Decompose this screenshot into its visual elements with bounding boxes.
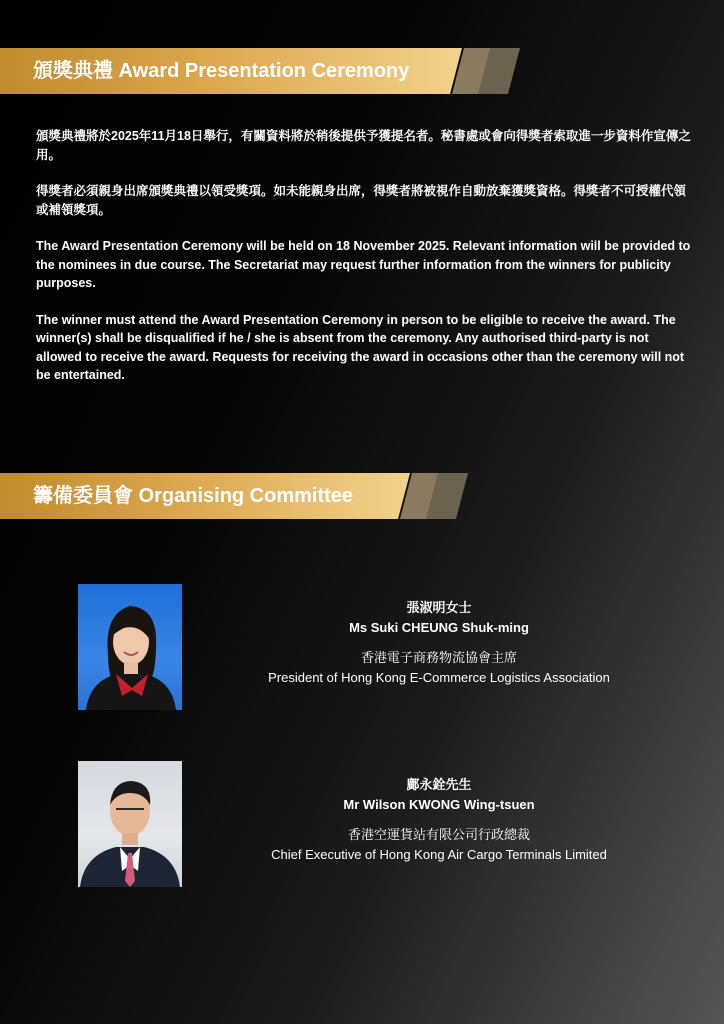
member-name-en: Ms Suki CHEUNG Shuk-ming xyxy=(349,620,529,635)
paragraph-en-2: The winner must attend the Award Presentation Ceremony in person to be eligible to receive the award. The winner(s) shall be disqualified if he / she is absent from the ceremony. Any authorised third-party is not allowed to receive the award. Requests for receiving the award in occasions other than the ceremony will not be entertained. xyxy=(36,312,685,382)
member-portrait-photo xyxy=(78,584,182,710)
paragraph-zh-2: 得獎者必須親身出席頒獎典禮以領受獎項。如未能親身出席，得獎者將被視作自動放棄獲獎資格。得獎者不可授權代領或補領獎項。 xyxy=(36,184,687,217)
award-ceremony-text xyxy=(36,127,692,403)
member-title-en: Chief Executive of Hong Kong Air Cargo Terminals Limited xyxy=(271,847,607,862)
paragraph-en-1: The Award Presentation Ceremony will be held on 18 November 2025. Relevant information will be provided to the nominees in due course. The Secretariat may request further information from the winners for publicity purposes. xyxy=(36,239,691,290)
member-title-en: President of Hong Kong E-Commerce Logistics Association xyxy=(268,670,610,685)
committee-member xyxy=(0,761,724,889)
organising-committee-heading: 籌備委員會 Organising Committee xyxy=(33,485,354,507)
member-info xyxy=(244,598,634,688)
member-name-zh: 張淑明女士 xyxy=(406,600,472,615)
committee-member xyxy=(0,584,724,712)
member-title-zh: 香港電子商務物流協會主席 xyxy=(360,650,517,665)
award-ceremony-banner xyxy=(0,48,520,94)
paragraph-zh-1: 頒獎典禮將於2025年11月18日舉行，有關資料將於稍後提供予獲提名者。秘書處或會向得獎者索取進一步資料作宣傳之用。 xyxy=(36,129,691,162)
member-name-en: Mr Wilson KWONG Wing-tsuen xyxy=(343,797,535,812)
member-portrait-photo xyxy=(78,761,182,887)
organising-committee-banner xyxy=(0,473,470,519)
member-title-zh: 香港空運貨站有限公司行政總裁 xyxy=(347,827,530,842)
member-name-zh: 鄺永銓先生 xyxy=(406,777,472,792)
member-info xyxy=(244,775,634,865)
award-ceremony-heading: 頒獎典禮 Award Presentation Ceremony xyxy=(33,60,410,82)
